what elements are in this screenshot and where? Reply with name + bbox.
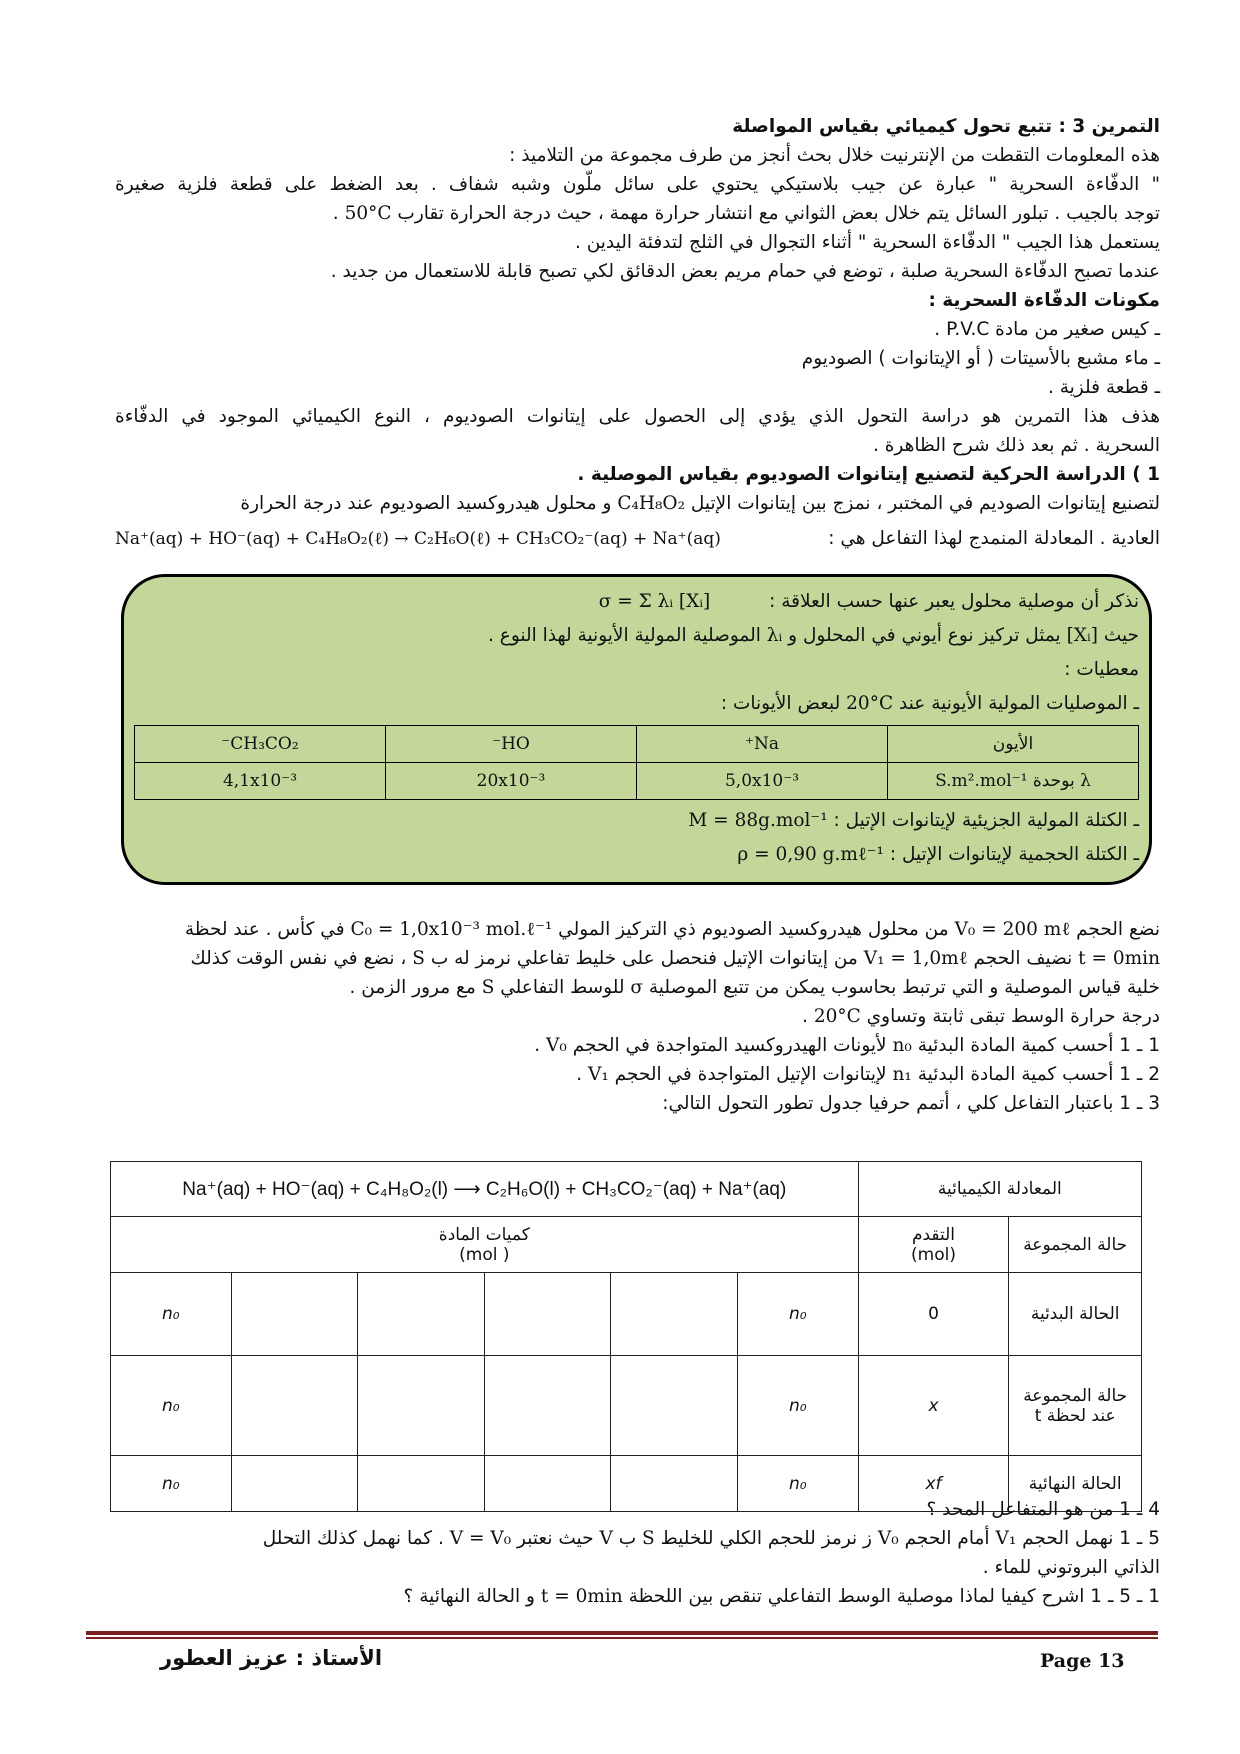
advance-cell: x xyxy=(858,1356,1009,1456)
amount-cell: n₀ xyxy=(111,1356,232,1456)
proc-line-4: درجة حرارة الوسط تبقى ثابتة وتساوي 20°C . xyxy=(802,1006,1160,1027)
proc-line-1: نضع الحجم V₀ = 200 mℓ من محلول هيدروكسيد الصوديوم ذي التركيز المولي C₀ = 1,0x10⁻³ mol.ℓ⁻¹ في كأس . عند لحظة xyxy=(184,919,1160,940)
table-cell: Na⁺ xyxy=(637,726,888,763)
amount-cell: n₀ xyxy=(738,1456,859,1512)
evolution-table xyxy=(110,1161,1142,1512)
table-cell: CH₃CO₂⁻ xyxy=(135,726,386,763)
intro-line-1: هذه المعلومات التقطت من الإنترنيت خلال بحث أنجز من طرف مجموعة من التلاميذ : xyxy=(509,145,1160,166)
table-row xyxy=(111,1273,1142,1356)
document-body xyxy=(115,112,1160,1118)
exercise-title: التمرين 3 : تتبع تحول كيميائي بقياس المواصلة xyxy=(732,116,1160,137)
ester-formula: C₄H₈O₂ xyxy=(617,493,686,514)
amount-cell: n₀ xyxy=(111,1273,232,1356)
question-1-5-cont: الذاتي البروتوني للماء . xyxy=(982,1557,1160,1578)
prep-line-2: العادية . المعادلة المنمدج لهذا التفاعل هي : xyxy=(828,528,1160,549)
conductivity-box xyxy=(121,574,1152,885)
question-1-5: 5 ـ 1 نهمل الحجم V₁ أمام الحجم V₀ ز نرمز للحجم الكلي للخليط S ب V حيث نعتبر V = V₀ . كما نهمل كذلك التحلل xyxy=(262,1528,1160,1549)
footer-rule xyxy=(86,1631,1158,1635)
amount-cell xyxy=(611,1273,738,1356)
ionic-conductivity-table xyxy=(134,725,1139,800)
table-row xyxy=(111,1217,1142,1273)
question-1-5-1: 1 ـ 5 ـ 1 اشرح كيفيا لماذا موصلية الوسط التفاعلي تنقص بين اللحظة t = 0min و الحالة النهائية ؟ xyxy=(403,1586,1160,1607)
table-row xyxy=(135,763,1139,800)
table-row xyxy=(135,726,1139,763)
reaction-cell: Na⁺(aq) + HO⁻(aq) + C₄H₈O₂(l) ⟶ C₂H₆O(l) + CH₃CO₂⁻(aq) + Na⁺(aq) xyxy=(111,1162,859,1217)
amount-cell: n₀ xyxy=(738,1273,859,1356)
table-cell: 4,1x10⁻³ xyxy=(135,763,386,800)
table-cell: 20x10⁻³ xyxy=(386,763,637,800)
state-header: حالة المجموعة xyxy=(1009,1217,1142,1273)
question-1-2: 2 ـ 1 أحسب كمية المادة البدئية n₁ لإيتانوات الإتيل المتواجدة في الحجم V₁ . xyxy=(576,1064,1160,1085)
box-given: معطيات : xyxy=(1064,659,1139,680)
intro-line-3: توجد بالجيب . تبلور السائل يتم خلال بعض الثواني مع انتشار حرارة مهمة ، حيث درجة الحرارة تقارب 50°C . xyxy=(115,199,1160,228)
state-cell: الحالة النهائية xyxy=(1009,1456,1142,1512)
aim-line-2: السحرية . ثم بعد ذلك شرح الظاهرة . xyxy=(872,435,1160,456)
amount-cell xyxy=(484,1273,611,1356)
proc-line-2: t = 0min نضيف الحجم V₁ = 1,0mℓ من إيتانوات الإتيل فنحصل على خليط تفاعلي نرمز له ب S ، نضع في نفس الوقت كذلك xyxy=(190,948,1160,969)
amounts-header: كميات المادة ( mol) xyxy=(111,1217,859,1273)
section1-title: 1 ) الدراسة الحركية لتصنيع إيتانوات الصوديوم بقياس الموصلية . xyxy=(577,464,1160,485)
density-line: ـ الكتلة الحجمية لإيتانوات الإتيل : ρ = 0,90 g.mℓ⁻¹ xyxy=(737,844,1139,865)
advance-cell: 0 xyxy=(858,1273,1009,1356)
components-title: مكونات الدفّاءة السحرية : xyxy=(928,290,1160,311)
amount-cell xyxy=(358,1273,485,1356)
component-3: ـ قطعة فلزية . xyxy=(1047,377,1160,398)
table-row xyxy=(111,1162,1142,1217)
table-cell: λ بوحدة S.m².mol⁻¹ xyxy=(888,763,1139,800)
proc-line-3: خلية قياس الموصلية و التي ترتبط بحاسوب يمكن من تتبع الموصلية σ للوسط التفاعلي S مع مرور الزمن . xyxy=(349,977,1160,998)
reaction-equation: Na⁺(aq) + HO⁻(aq) + C₄H₈O₂(ℓ) → C₂H₆O(ℓ) + CH₃CO₂⁻(aq) + Na⁺(aq) xyxy=(115,529,721,549)
state-cell: الحالة البدئية xyxy=(1009,1273,1142,1356)
page-number: Page 13 xyxy=(1040,1650,1125,1672)
advance-header: التقدم (mol) xyxy=(858,1217,1009,1273)
footer-rule-thin xyxy=(86,1637,1158,1639)
molar-mass-line: ـ الكتلة المولية الجزيئية لإيتانوات الإتيل : M = 88g.mol⁻¹ xyxy=(688,810,1139,831)
amount-cell xyxy=(231,1273,358,1356)
component-2: ـ ماء مشبع بالأسيتات ( أو الإيتانوات ) الصوديوم xyxy=(801,348,1160,369)
box-line-2: حيث [Xᵢ] يمثل تركيز نوع أيوني في المحلول و λᵢ الموصلية المولية الأيونية لهذا النوع . xyxy=(488,625,1139,646)
amount-cell xyxy=(358,1356,485,1456)
box-ionic-title: ـ الموصليات المولية الأيونية عند 20°C لبعض الأيونات : xyxy=(720,693,1139,714)
amount-cell xyxy=(611,1356,738,1456)
conductivity-formula: σ = Σ λᵢ [Xᵢ] xyxy=(598,591,711,612)
prep-line-1: لتصنيع إيتانوات الصوديم في المختبر ، نمزج بين إيتانوات الإتيل C₄H₈O₂ و محلول هيدروكسيد الصوديوم عند درجة الحرارة xyxy=(115,489,1160,518)
equation-label: المعادلة الكيميائية xyxy=(858,1162,1141,1217)
intro-line-5: عندما تصبح الدفّاءة السحرية صلبة ، توضع في حمام مريم بعض الدقائق لكي تصبح قابلة للاستعمال من جديد . xyxy=(330,261,1160,282)
box-line-1: نذكر أن موصلية محلول يعبر عنها حسب العلاقة : σ = Σ λᵢ [Xᵢ] xyxy=(134,585,1139,619)
table-cell: HO⁻ xyxy=(386,726,637,763)
intro-line-4: يستعمل هذا الجيب " الدفّاءة السحرية " أثناء التجوال في الثلج لتدفئة اليدين . xyxy=(574,232,1160,253)
amount-cell xyxy=(484,1356,611,1456)
question-1-1: 1 ـ 1 أحسب كمية المادة البدئية n₀ لأيونات الهيدروكسيد المتواجدة في الحجم V₀ . xyxy=(534,1035,1160,1056)
amount-cell xyxy=(231,1356,358,1456)
question-1-4: 4 ـ 1 من هو المتفاعل المحد ؟ xyxy=(926,1499,1160,1520)
amount-cell: n₀ xyxy=(111,1456,232,1512)
teacher-name: الأستاذ : عزيز العطور xyxy=(160,1646,383,1670)
aim-line-1: هذف هذا التمرين هو دراسة التحول الذي يؤدي إلى الحصول على إيتانوات الصوديوم ، النوع الكيميائي الموجود في الدفّاءة xyxy=(115,406,1160,427)
table-cell: 5,0x10⁻³ xyxy=(637,763,888,800)
amount-cell: n₀ xyxy=(738,1356,859,1456)
component-1: ـ كيس صغير من مادة P.V.C . xyxy=(934,319,1160,340)
state-cell: حالة المجموعة عند لحظة t xyxy=(1009,1356,1142,1456)
document-body-end xyxy=(115,1495,1160,1611)
question-1-3: 3 ـ 1 باعتبار التفاعل كلي ، أتمم حرفيا جدول تطور التحول التالي: xyxy=(662,1093,1160,1114)
temp-50: 50°C xyxy=(344,203,392,224)
advance-cell: xf xyxy=(858,1456,1009,1512)
intro-line-2: " الدفّاءة السحرية " عبارة عن جيب بلاستيكي يحتوي على سائل ملّون وشبه شفاف . بعد الضغط على قطعة فلزية صغيرة xyxy=(115,174,1160,195)
table-row xyxy=(111,1356,1142,1456)
equation-row xyxy=(115,518,1160,560)
table-cell: الأيون xyxy=(888,726,1139,763)
